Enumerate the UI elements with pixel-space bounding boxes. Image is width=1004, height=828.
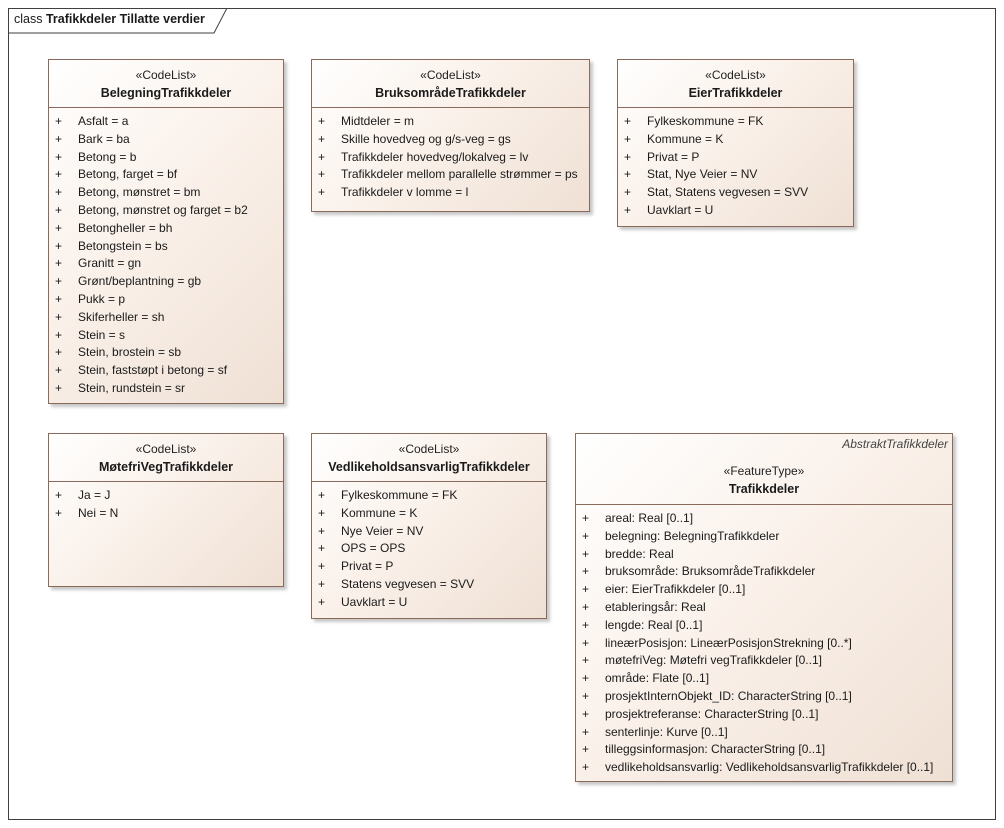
visibility-marker: + <box>624 149 632 164</box>
visibility-marker: + <box>318 576 326 591</box>
frame-title <box>14 12 205 26</box>
class-attribute <box>576 617 952 635</box>
attribute-text: bruksområde: BruksområdeTrafikkdeler <box>605 564 816 579</box>
attribute-text: Betong, mønstret og farget = b2 <box>78 202 248 217</box>
attribute-list <box>618 108 853 220</box>
visibility-marker: + <box>55 291 63 306</box>
class-attribute <box>49 184 283 202</box>
class-attribute <box>49 380 283 398</box>
attribute-text: tilleggsinformasjon: CharacterString [0..1] <box>605 742 826 757</box>
attribute-list <box>312 108 589 202</box>
attribute-text: Trafikkdeler mellom parallelle strømmer = ps <box>341 167 578 182</box>
visibility-marker: + <box>624 167 632 182</box>
visibility-marker: + <box>55 488 63 502</box>
attribute-list <box>49 482 283 523</box>
class-attribute <box>49 131 283 149</box>
attribute-list <box>49 108 283 398</box>
class-attribute <box>49 362 283 380</box>
visibility-marker: + <box>55 327 63 342</box>
visibility-marker: + <box>582 724 590 739</box>
stereotype-label: «CodeList» <box>398 442 460 456</box>
attribute-text: Pukk = p <box>78 291 126 306</box>
attribute-text: Midtdeler = m <box>341 114 415 128</box>
stereotype-label: «CodeList» <box>135 68 197 82</box>
class-attribute <box>312 166 589 184</box>
class-attribute <box>576 599 952 617</box>
attribute-text: Nye Veier = NV <box>341 523 424 538</box>
visibility-marker: + <box>318 149 326 164</box>
class-attribute <box>312 113 589 131</box>
attribute-text: OPS = OPS <box>341 541 406 556</box>
stereotype-label: «CodeList» <box>420 68 481 82</box>
attribute-text: Fylkeskommune = FK <box>647 114 764 128</box>
class-attribute <box>312 594 546 612</box>
attribute-text: Stein = s <box>78 327 126 342</box>
class-attribute <box>312 523 546 541</box>
attribute-text: Stat, Statens vegvesen = SVV <box>647 185 809 200</box>
visibility-marker: + <box>582 528 590 543</box>
class-attribute <box>49 487 283 505</box>
class-bruksomradetrafikkdeler[interactable] <box>311 59 590 212</box>
visibility-marker: + <box>582 706 590 721</box>
class-header <box>576 434 952 505</box>
visibility-marker: + <box>582 688 590 703</box>
attribute-text: Stein, brostein = sb <box>78 345 182 360</box>
visibility-marker: + <box>55 220 63 235</box>
visibility-marker: + <box>55 185 63 200</box>
visibility-marker: + <box>55 345 63 360</box>
class-attribute <box>576 546 952 564</box>
class-name: VedlikeholdsansvarligTrafikkdeler <box>328 460 530 474</box>
class-attribute <box>312 131 589 149</box>
class-attribute <box>49 309 283 327</box>
attribute-list <box>576 505 952 777</box>
visibility-marker: + <box>582 564 590 579</box>
attribute-text: prosjektInternObjekt_ID: CharacterString [0..1] <box>605 688 852 703</box>
class-name: MøtefriVegTrafikkdeler <box>98 460 234 474</box>
class-attribute <box>576 670 952 688</box>
class-attribute <box>576 510 952 528</box>
class-attribute <box>576 528 952 546</box>
visibility-marker: + <box>55 149 63 164</box>
visibility-marker: + <box>318 167 326 182</box>
attribute-text: Betong, farget = bf <box>78 167 178 182</box>
class-attribute <box>618 202 853 220</box>
attribute-text: Uavklart = U <box>647 202 714 217</box>
class-attribute <box>576 635 952 653</box>
class-belegningtrafikkdeler[interactable] <box>48 59 284 404</box>
diagram-frame-tab <box>8 8 228 34</box>
visibility-marker: + <box>624 114 632 128</box>
attribute-list <box>312 482 546 612</box>
visibility-marker: + <box>55 380 63 395</box>
attribute-text: Grønt/beplantning = gb <box>78 274 202 289</box>
attribute-text: møtefriVeg: Møtefri vegTrafikkdeler [0..1] <box>605 653 822 668</box>
visibility-marker: + <box>55 505 63 520</box>
attribute-text: bredde: Real <box>605 546 674 561</box>
visibility-marker: + <box>624 185 632 200</box>
class-header <box>618 60 853 108</box>
class-header <box>312 60 589 108</box>
visibility-marker: + <box>55 309 63 324</box>
visibility-marker: + <box>582 617 590 632</box>
class-attribute <box>576 581 952 599</box>
attribute-text: Granitt = gn <box>78 256 142 271</box>
class-attribute <box>312 505 546 523</box>
visibility-marker: + <box>55 202 63 217</box>
class-attribute <box>49 202 283 220</box>
attribute-text: Fylkeskommune = FK <box>341 488 458 502</box>
visibility-marker: + <box>55 167 63 182</box>
visibility-marker: + <box>318 131 326 146</box>
attribute-text: Stein, rundstein = sr <box>78 380 186 395</box>
class-eiertrafikkdeler[interactable] <box>617 59 854 227</box>
attribute-text: Kommune = K <box>341 505 418 520</box>
class-attribute <box>49 344 283 362</box>
class-attribute <box>576 724 952 742</box>
visibility-marker: + <box>55 238 63 253</box>
class-attribute <box>49 273 283 291</box>
attribute-text: Stat, Nye Veier = NV <box>647 167 758 182</box>
attribute-text: Uavklart = U <box>341 594 408 609</box>
attribute-text: eier: EierTrafikkdeler [0..1] <box>605 582 746 597</box>
visibility-marker: + <box>582 599 590 614</box>
class-attribute <box>618 113 853 131</box>
class-header <box>312 434 546 482</box>
class-attribute <box>49 220 283 238</box>
class-attribute <box>312 576 546 594</box>
attribute-text: Privat = P <box>647 149 700 164</box>
visibility-marker: + <box>318 541 326 556</box>
attribute-text: areal: Real [0..1] <box>605 511 694 525</box>
visibility-marker: + <box>318 594 326 609</box>
attribute-text: belegning: BelegningTrafikkdeler <box>605 528 780 543</box>
attribute-text: senterlinje: Kurve [0..1] <box>605 724 728 739</box>
attribute-text: Skiferheller = sh <box>78 309 165 324</box>
class-attribute <box>49 113 283 131</box>
attribute-text: Betongstein = bs <box>78 238 168 253</box>
visibility-marker: + <box>55 256 63 271</box>
class-attribute <box>312 184 589 202</box>
stereotype-label: «FeatureType» <box>723 464 805 478</box>
attribute-text: Ja = J <box>78 488 111 502</box>
visibility-marker: + <box>55 363 63 378</box>
attribute-text: område: Flate [0..1] <box>605 671 710 686</box>
class-attribute <box>618 149 853 167</box>
visibility-marker: + <box>624 202 632 217</box>
class-attribute <box>576 706 952 724</box>
class-attribute <box>576 563 952 581</box>
class-attribute <box>49 291 283 309</box>
attribute-text: Stein, faststøpt i betong = sf <box>78 363 228 378</box>
attribute-text: Betong = b <box>78 149 137 164</box>
visibility-marker: + <box>582 671 590 686</box>
class-attribute <box>49 327 283 345</box>
class-attribute <box>576 688 952 706</box>
attribute-text: Trafikkdeler hovedveg/lokalveg = lv <box>341 149 529 164</box>
attribute-text: Nei = N <box>78 505 119 520</box>
class-attribute <box>576 759 952 777</box>
visibility-marker: + <box>318 523 326 538</box>
attribute-text: vedlikeholdsansvarlig: VedlikeholdsansvarligTrafikkdeler [0..1] <box>605 760 934 775</box>
attribute-text: lengde: Real [0..1] <box>605 617 703 632</box>
visibility-marker: + <box>582 760 590 775</box>
attribute-text: Asfalt = a <box>78 114 129 128</box>
attribute-text: Privat = P <box>341 559 394 574</box>
class-attribute <box>618 184 853 202</box>
class-name: BelegningTrafikkdeler <box>100 86 232 100</box>
class-attribute <box>49 505 283 523</box>
class-attribute <box>312 540 546 558</box>
attribute-text: prosjektreferanse: CharacterString [0..1] <box>605 706 819 721</box>
visibility-marker: + <box>318 505 326 520</box>
class-attribute <box>312 149 589 167</box>
visibility-marker: + <box>55 274 63 289</box>
class-trafikkdeler[interactable] <box>575 433 953 782</box>
abstract-parent-label: AbstraktTrafikkdeler <box>842 437 948 451</box>
visibility-marker: + <box>318 559 326 574</box>
attribute-text: Betongheller = bh <box>78 220 173 235</box>
visibility-marker: + <box>55 131 63 146</box>
visibility-marker: + <box>318 488 326 502</box>
attribute-text: etableringsår: Real <box>605 599 706 614</box>
visibility-marker: + <box>582 653 590 668</box>
class-attribute <box>576 652 952 670</box>
frame-keyword: class <box>14 12 43 26</box>
attribute-text: Bark = ba <box>78 131 130 146</box>
visibility-marker: + <box>582 511 590 525</box>
attribute-text: lineærPosisjon: LineærPosisjonStrekning [0..*] <box>605 635 852 650</box>
attribute-text: Statens vegvesen = SVV <box>341 576 475 591</box>
class-header <box>49 434 283 482</box>
class-attribute <box>312 558 546 576</box>
class-name: Trafikkdeler <box>728 482 800 496</box>
attribute-text: Trafikkdeler v lomme = l <box>341 185 469 200</box>
visibility-marker: + <box>624 131 632 146</box>
visibility-marker: + <box>318 114 326 128</box>
class-vedlikeholdsansvarligtrafikkdeler[interactable] <box>311 433 547 619</box>
class-attribute <box>49 166 283 184</box>
class-motefrivegtrafikkdeler[interactable] <box>48 433 284 587</box>
stereotype-label: «CodeList» <box>135 442 197 456</box>
class-attribute <box>312 487 546 505</box>
class-attribute <box>49 238 283 256</box>
attribute-text: Skille hovedveg og g/s-veg = gs <box>341 131 511 146</box>
class-attribute <box>576 741 952 759</box>
attribute-text: Kommune = K <box>647 131 724 146</box>
visibility-marker: + <box>582 582 590 597</box>
attribute-text: Betong, mønstret = bm <box>78 185 201 200</box>
class-header <box>49 60 283 108</box>
visibility-marker: + <box>582 546 590 561</box>
visibility-marker: + <box>55 114 63 128</box>
class-name: EierTrafikkdeler <box>688 86 783 100</box>
class-attribute <box>618 131 853 149</box>
visibility-marker: + <box>582 635 590 650</box>
stereotype-label: «CodeList» <box>705 68 766 82</box>
visibility-marker: + <box>582 742 590 757</box>
class-name: BruksområdeTrafikkdeler <box>375 86 526 100</box>
visibility-marker: + <box>318 185 326 200</box>
class-attribute <box>49 255 283 273</box>
frame-name: Trafikkdeler Tillatte verdier <box>45 12 205 26</box>
class-attribute <box>618 166 853 184</box>
class-attribute <box>49 149 283 167</box>
